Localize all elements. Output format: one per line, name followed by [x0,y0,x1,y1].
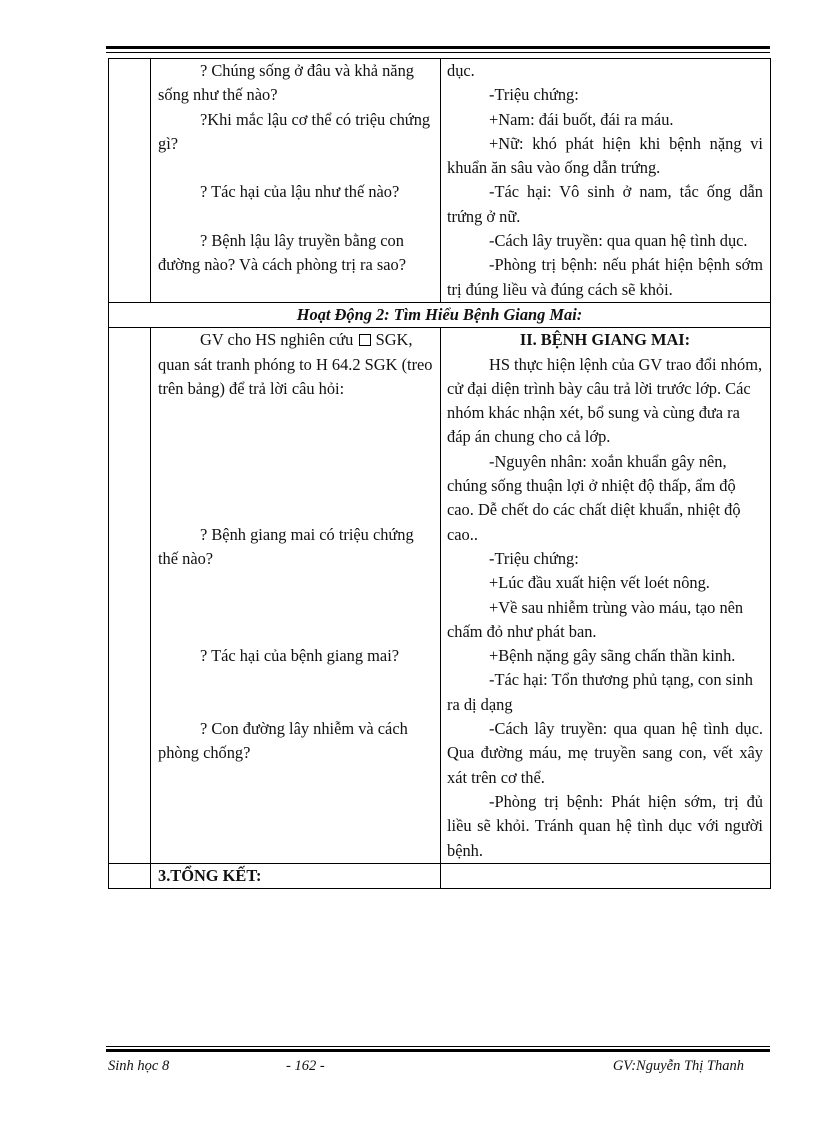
answer-early-symptom: +Lúc đầu xuất hiện vết loét nông. [489,573,710,593]
summary-row [109,863,771,888]
question-habitat: ? Chúng sống ở đâu và khả năng sống như thế nào? [158,61,414,105]
summary-label: 3.TỔNG KẾT: [151,863,441,888]
index-cell [109,863,151,888]
teacher-questions-cell [151,59,441,303]
question-syphilis-symptoms: ? Bệnh giang mai có triệu chứng thế nào? [158,524,414,568]
answer-treatment: -Phòng trị bệnh: Phát hiện sớm, trị đủ liều sẽ khỏi. Tránh quan hệ tình dục với người bệnh. [447,791,763,860]
answer-treatment: -Phòng trị bệnh: nếu phát hiện bệnh sớm trị đúng liều và đúng cách sẽ khỏi. [447,255,763,299]
book-box-icon [359,334,371,346]
answer-cause: -Nguyên nhân: xoắn khuẩn gây nên, chúng sống thuận lợi ở nhiệt độ thấp, ẩm độ cao. Dễ chết do các chất diệt khuẩn, nhiệt độ cao.. [447,451,741,544]
activity-heading-row [109,302,771,327]
teacher-instruction-text: GV cho HS nghiên cứu [200,330,354,350]
footer-teacher: GV:Nguyễn Thị Thanh [612,1058,744,1074]
answer-male: +Nam: đái buốt, đái ra máu. [489,109,674,129]
student-answers-cell [441,328,771,864]
footer-rule-thin [106,1046,770,1047]
question-symptoms: ?Khi mắc lậu cơ thể có triệu chứng gì? [158,109,431,153]
summary-empty-cell [441,863,771,888]
question-transmission: ? Bệnh lậu lây truyền bằng con đường nào? Và cách phòng trị ra sao? [158,231,406,275]
header-rule-thin [106,52,770,53]
answer-later-symptom: +Về sau nhiễm trùng vào máu, tạo nên chấm đỏ như phát ban. [447,597,744,641]
index-cell [109,59,151,303]
answer-symptoms-label: -Triệu chứng: [489,85,579,105]
question-harm: ? Tác hại của lậu như thế nào? [200,182,400,202]
footer-rule-thick [106,1049,770,1052]
table-row-syphilis [109,328,771,864]
page-footer [108,1058,770,1082]
table-row-gonorrhea [109,59,771,303]
teacher-instruction [158,328,434,401]
question-syphilis-harm: ? Tác hại của bệnh giang mai? [200,646,400,666]
footer-page-number: - 162 - [286,1058,325,1074]
index-cell [109,328,151,864]
activity-heading: Hoạt Động 2: Tìm Hiểu Bệnh Giang Mai: [109,302,771,327]
question-syphilis-prevention: ? Con đường lây nhiễm và cách phòng chống? [158,719,408,763]
answer-transmission: -Cách lây truyền: qua quan hệ tình dục. Qua đường máu, mẹ truyền sang con, vết xây xát trên cơ thể. [447,719,763,787]
answer-transmission: -Cách lây truyền: qua quan hệ tình dục. [489,231,748,251]
lesson-table [108,58,771,889]
student-answers-cell [441,59,771,303]
answer-severe-symptom: +Bệnh nặng gây sãng chấn thần kinh. [489,646,736,666]
section-title: II. BỆNH GIANG MAI: [519,330,691,350]
answer-line: dục. [447,61,475,80]
header-rule-thick [106,46,770,49]
footer-subject: Sinh học 8 [108,1058,170,1074]
answer-symptoms-label: -Triệu chứng: [489,548,579,568]
answer-harm: -Tác hại: Tổn thương phủ tạng, con sinh ra dị dạng [447,670,753,714]
answer-female: +Nữ: khó phát hiện khi bệnh nặng vi khuẩn ăn sâu vào ống dẫn trứng. [447,133,763,178]
answer-group-work: HS thực hiện lệnh của GV trao đổi nhóm, cử đại diện trình bày câu trả lời trước lớp. Các nhóm khác nhận xét, bổ sung và cùng đưa ra đáp án chung cho cả lớp. [447,354,763,447]
answer-harm: -Tác hại: Vô sinh ở nam, tắc ống dẫn trứng ở nữ. [447,182,763,226]
teacher-questions-cell [151,328,441,864]
teacher-instruction-rest: SGK, quan sát tranh phóng to H 64.2 SGK (treo trên bảng) để trả lời câu hỏi: [158,330,433,398]
